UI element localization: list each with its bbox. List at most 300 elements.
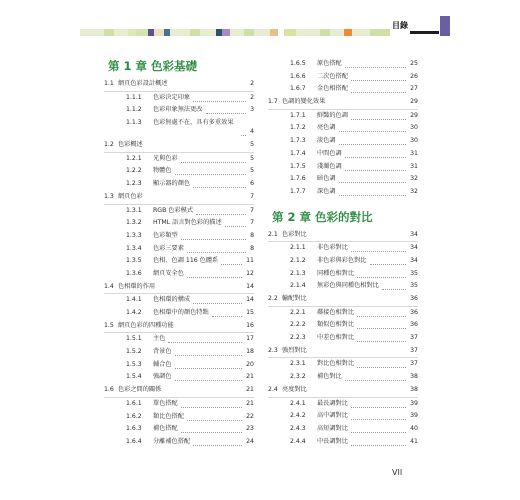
- toc-entry[interactable]: [268, 384, 418, 398]
- dot-leader: [206, 113, 246, 114]
- dot-leader: [193, 187, 246, 188]
- toc-entry[interactable]: [268, 122, 418, 135]
- dot-leader: [187, 277, 242, 278]
- toc-entry-page: 22: [246, 412, 254, 420]
- toc-entry[interactable]: [104, 320, 254, 334]
- toc-column-left: [104, 58, 254, 449]
- stripe-segment: [352, 29, 370, 36]
- toc-entry[interactable]: [268, 398, 418, 411]
- toc-entry[interactable]: [104, 117, 254, 139]
- toc-entry-title: 中長調對比: [317, 437, 348, 445]
- toc-entry[interactable]: [104, 191, 254, 205]
- toc-entry-title: 暗色調: [317, 175, 336, 183]
- toc-entry-number: 1.4: [104, 282, 114, 290]
- toc-entry-title: 輔合色: [153, 360, 172, 368]
- section-label: 目錄: [392, 21, 408, 30]
- toc-entry-title: 網頁色彩設計概述: [118, 80, 168, 87]
- toc-entry[interactable]: [268, 371, 418, 384]
- toc-entry[interactable]: [268, 148, 418, 161]
- toc-entry-page: 23: [246, 425, 254, 433]
- toc-entry-number: 1.7.7: [290, 187, 306, 195]
- toc-list: [104, 78, 254, 449]
- toc-entry[interactable]: [104, 346, 254, 359]
- dot-leader: [357, 316, 406, 317]
- toc-entry-title: 輸配對比: [282, 295, 307, 302]
- toc-entry-page: 36: [410, 295, 418, 302]
- toc-entry[interactable]: [268, 96, 418, 110]
- dot-leader: [168, 342, 242, 343]
- header-bar: [0, 0, 520, 36]
- toc-entry-page: 34: [410, 230, 418, 238]
- toc-entry[interactable]: [104, 139, 254, 153]
- toc-entry[interactable]: [268, 410, 418, 423]
- dot-leader: [351, 80, 406, 81]
- toc-entry-page: 30: [410, 137, 418, 145]
- dot-leader: [339, 144, 406, 145]
- toc-entry[interactable]: [104, 243, 254, 256]
- toc-entry-title: 主色: [153, 335, 166, 343]
- stripe-segment: [170, 29, 190, 36]
- toc-entry-page: 2: [250, 93, 254, 101]
- toc-entry[interactable]: [268, 242, 418, 255]
- toc-entry[interactable]: [104, 217, 254, 230]
- toc-entry-title: 網頁色彩的四種功能: [118, 321, 174, 329]
- stripe-segment: [230, 29, 244, 36]
- dot-leader: [357, 341, 406, 342]
- stripe-segment: [222, 29, 230, 36]
- toc-entry-page: 21: [246, 399, 254, 407]
- stripe-segment: [114, 29, 128, 36]
- toc-entry-title: 無彩色與同種色相對比: [317, 282, 379, 290]
- toc-entry-number: 1.7.2: [290, 124, 306, 132]
- toc-entry-page: 36: [410, 321, 418, 329]
- toc-entry-page: 29: [410, 111, 418, 119]
- toc-entry-title: 中差色相對比: [317, 334, 355, 342]
- dot-leader: [351, 119, 406, 120]
- toc-entry-number: 1.1.1: [126, 93, 142, 101]
- toc-entry-title: 色調的變化效果: [282, 98, 326, 106]
- toc-entry-number: 2.4.3: [290, 424, 306, 432]
- toc-entry-page: 14: [246, 296, 254, 304]
- dot-leader: [175, 368, 242, 369]
- dot-leader: [193, 101, 246, 102]
- stripe-segment: [154, 29, 164, 36]
- toc-entry[interactable]: [104, 371, 254, 384]
- toc-entry[interactable]: [104, 153, 254, 166]
- stripe-segment: [254, 29, 270, 36]
- dot-leader: [357, 367, 406, 368]
- dot-leader: [181, 432, 242, 433]
- toc-entry-title: 色相、色調 116 色體系: [153, 257, 219, 265]
- toc-entry[interactable]: [104, 294, 254, 307]
- dot-leader: [221, 264, 242, 265]
- toc-entry-number: 1.6.2: [126, 412, 142, 420]
- toc-entry[interactable]: [268, 268, 418, 281]
- toc-entry-title: 同種色相對比: [317, 269, 355, 277]
- toc-entry-number: 1.6.5: [290, 60, 306, 67]
- toc-entry-title: 亮度對比: [282, 385, 307, 393]
- toc-entry-title: 色彩類型: [153, 231, 178, 239]
- toc-entry-number: 1.2: [104, 141, 114, 149]
- toc-entry-page: 38: [410, 385, 418, 393]
- dot-leader: [345, 380, 406, 381]
- toc-entry[interactable]: [268, 186, 418, 199]
- toc-entry-title: 色彩無處不在，具有多重效果: [153, 119, 234, 127]
- toc-entry-page: 21: [246, 373, 254, 381]
- toc-entry[interactable]: [104, 268, 254, 281]
- toc-entry-number: 2.4.2: [290, 412, 306, 420]
- toc-entry-page: 16: [246, 321, 254, 329]
- toc-entry[interactable]: [268, 173, 418, 186]
- toc-entry-page: 2: [250, 80, 254, 87]
- toc-entry[interactable]: [268, 319, 418, 332]
- stripe-segment: [190, 29, 200, 36]
- toc-entry[interactable]: [104, 78, 254, 92]
- toc-entry-number: 2.1.1: [290, 244, 306, 252]
- dot-leader: [181, 239, 246, 240]
- toc-entry[interactable]: [104, 230, 254, 243]
- toc-entry[interactable]: [104, 178, 254, 191]
- toc-entry[interactable]: [104, 398, 254, 411]
- toc-entry-number: 1.1.2: [126, 106, 142, 114]
- toc-entry-page: 41: [410, 437, 418, 445]
- toc-entry-number: 1.3.2: [126, 219, 142, 227]
- toc-entry-number: 1.1: [104, 80, 114, 87]
- toc-entry-page: 5: [250, 141, 254, 149]
- toc-entry-number: 2.1.2: [290, 256, 306, 264]
- toc-entry-page: 6: [250, 180, 254, 188]
- toc-entry-page: 32: [410, 187, 418, 195]
- toc-entry-title: RGB 色彩模式: [153, 206, 194, 214]
- toc-entry-number: 2.3.2: [290, 373, 306, 381]
- toc-entry-number: 1.7.4: [290, 149, 306, 157]
- toc-entry[interactable]: [268, 436, 418, 449]
- toc-entry-number: 1.3.5: [126, 257, 142, 265]
- toc-entry[interactable]: [268, 58, 418, 71]
- toc-entry-title: 亮色調: [317, 124, 336, 132]
- toc-entry-title: 顯示器的顏色: [153, 180, 191, 188]
- toc-entry-title: 網頁安全色: [153, 269, 184, 277]
- toc-entry-number: 1.7.5: [290, 162, 306, 170]
- toc-entry-title: 色相環的作用: [118, 282, 156, 290]
- dot-leader: [212, 316, 242, 317]
- toc-entry-title: 色彩印象無法更改: [153, 106, 203, 114]
- dot-leader: [181, 162, 246, 163]
- toc-entry[interactable]: [104, 423, 254, 436]
- toc-entry[interactable]: [268, 229, 418, 243]
- toc-entry[interactable]: [268, 332, 418, 345]
- stripe-segment: [200, 29, 216, 36]
- dot-leader: [196, 214, 246, 215]
- toc-entry-number: 1.2.1: [126, 154, 142, 162]
- toc-entry-page: 31: [410, 149, 418, 157]
- toc-entry-number: 2.1.4: [290, 282, 306, 290]
- toc-entry-number: 2.4: [268, 385, 278, 393]
- toc-entry-number: 1.5.4: [126, 373, 142, 381]
- toc-entry-page: 30: [410, 124, 418, 132]
- color-stripe: [80, 29, 410, 36]
- toc-entry-number: 2.1.3: [290, 269, 306, 277]
- toc-entry-title: 強調色: [153, 373, 172, 381]
- dot-leader: [382, 289, 406, 290]
- dot-leader: [241, 135, 246, 136]
- toc-entry-title: 對比色相對比: [317, 360, 355, 368]
- stripe-segment: [370, 29, 390, 36]
- toc-entry-title: 二次色搭配: [317, 72, 348, 80]
- stripe-segment: [344, 29, 352, 36]
- toc-entry-page: 38: [410, 373, 418, 381]
- toc-entry[interactable]: [104, 411, 254, 424]
- toc-entry-page: 7: [250, 206, 254, 214]
- toc-entry-number: 1.7.3: [290, 137, 306, 145]
- toc-entry-page: 40: [410, 424, 418, 432]
- toc-entry[interactable]: [268, 345, 418, 359]
- toc-entry[interactable]: [104, 436, 254, 449]
- toc-entry-number: 1.7.1: [290, 111, 306, 119]
- corner-tab: [440, 16, 450, 36]
- dot-leader: [193, 303, 242, 304]
- toc-entry-number: 1.5.3: [126, 360, 142, 368]
- toc-entry-title: 網頁色彩: [118, 192, 143, 200]
- dot-leader: [225, 226, 246, 227]
- chapter-heading: 第 1 章 色彩基礎: [108, 59, 198, 73]
- dot-leader: [357, 328, 406, 329]
- stripe-segment: [136, 29, 148, 36]
- dot-leader: [345, 67, 406, 68]
- toc-entry-title: 淡色調: [317, 137, 336, 145]
- toc-entry-page: 7: [250, 192, 254, 200]
- toc-entry-title: HTML 語言對色彩的描述: [153, 219, 222, 227]
- dot-leader: [351, 432, 406, 433]
- toc-entry[interactable]: [268, 135, 418, 148]
- toc-entry-page: 21: [246, 386, 254, 394]
- toc-entry[interactable]: [104, 205, 254, 218]
- toc-entry-number: 1.6: [104, 386, 114, 394]
- toc-entry-title: 淺濁色調: [317, 162, 342, 170]
- dot-leader: [187, 252, 246, 253]
- toc-entry[interactable]: [268, 83, 418, 96]
- toc-entry-title: 類比色搭配: [153, 412, 184, 420]
- stripe-segment: [128, 29, 136, 36]
- header-rule: [410, 31, 439, 34]
- toc-entry-number: 2.1: [268, 230, 278, 238]
- toc-entry[interactable]: [268, 358, 418, 371]
- toc-entry-page: 17: [246, 335, 254, 343]
- toc-entry[interactable]: [268, 161, 418, 174]
- toc-entry-number: 2.2.3: [290, 334, 306, 342]
- stripe-segment: [296, 29, 320, 36]
- toc-entry-title: 色彩三要素: [153, 244, 184, 252]
- dot-leader: [187, 420, 242, 421]
- toc-list: [268, 229, 418, 449]
- toc-entry-title: 補色搭配: [153, 425, 178, 433]
- toc-entry-title: 類似色相對比: [317, 321, 355, 329]
- toc-entry-page: 39: [410, 399, 418, 407]
- toc-entry[interactable]: [104, 384, 254, 398]
- toc-entry-page: 24: [246, 437, 254, 445]
- toc-entry-number: 1.4.2: [126, 309, 142, 316]
- toc-entry-page: 20: [246, 360, 254, 368]
- dot-leader: [351, 407, 406, 408]
- toc-entry-page: 8: [250, 244, 254, 252]
- toc-entry-title: 深色調: [317, 187, 336, 195]
- toc-entry[interactable]: [104, 104, 254, 117]
- toc-entry-title: 非色彩對比: [317, 244, 348, 252]
- toc-entry[interactable]: [268, 307, 418, 320]
- toc-entry[interactable]: [268, 110, 418, 123]
- toc-entry-title: 強烈對比: [282, 346, 307, 354]
- toc-entry-number: 2.4.4: [290, 437, 306, 445]
- toc-entry-page: 7: [250, 219, 254, 227]
- toc-entry-page: 26: [410, 72, 418, 80]
- chapter-heading: 第 2 章 色彩的對比: [272, 209, 373, 224]
- toc-entry-number: 1.6.6: [290, 72, 306, 80]
- toc-entry-number: 1.3: [104, 192, 114, 200]
- toc-entry-page: 32: [410, 175, 418, 183]
- toc-entry-number: 1.6.1: [126, 399, 142, 407]
- toc-entry[interactable]: [104, 307, 254, 320]
- toc-entry-number: 1.4.1: [126, 296, 142, 304]
- dot-leader: [351, 445, 406, 446]
- toc-entry-page: 11: [246, 257, 254, 265]
- dot-leader: [339, 182, 406, 183]
- dot-leader: [175, 380, 242, 381]
- toc-entry-number: 1.6.7: [290, 85, 306, 93]
- toc-entry-title: 光與色彩: [153, 154, 178, 162]
- stripe-segment: [244, 29, 254, 36]
- toc-entry-page: 14: [246, 282, 254, 290]
- toc-entry-page: 12: [246, 269, 254, 277]
- toc-entry-number: 2.2: [268, 295, 278, 302]
- dot-leader: [339, 131, 406, 132]
- toc-entry-number: 1.7.6: [290, 175, 306, 183]
- toc-entry[interactable]: [268, 71, 418, 84]
- toc-entry-page: 37: [410, 334, 418, 342]
- toc-entry-title: 補色對比: [317, 373, 342, 381]
- toc-entry[interactable]: [104, 281, 254, 295]
- toc-entry-number: 1.1.3: [126, 119, 142, 127]
- toc-entry-title: 最長調對比: [317, 399, 348, 407]
- dot-leader: [357, 277, 406, 278]
- dot-leader: [175, 355, 242, 356]
- toc-entry-title: 色彩之間的關係: [118, 386, 162, 394]
- toc-entry-title: 金色相搭配: [317, 85, 348, 93]
- toc-entry-title: 色彩決定印象: [153, 93, 191, 101]
- toc-entry-title: 色相環中的顏色特點: [153, 309, 209, 316]
- toc-entry-page: 8: [250, 231, 254, 239]
- toc-entry[interactable]: [104, 165, 254, 178]
- toc-entry-number: 2.2.1: [290, 308, 306, 316]
- dot-leader: [351, 419, 406, 420]
- toc-entry-number: 1.6.3: [126, 425, 142, 433]
- toc-entry-number: 1.6.4: [126, 437, 142, 445]
- toc-entry-page: 34: [410, 256, 418, 264]
- toc-entry[interactable]: [104, 255, 254, 268]
- dot-leader: [351, 251, 406, 252]
- toc-entry-number: 2.3: [268, 346, 278, 354]
- toc-entry-page: 34: [410, 244, 418, 252]
- dot-leader: [175, 174, 246, 175]
- toc-entry-page: 31: [410, 162, 418, 170]
- toc-entry-number: 2.2.2: [290, 321, 306, 329]
- dot-leader: [339, 195, 406, 196]
- dot-leader: [370, 264, 406, 265]
- toc-entry-page: 35: [410, 282, 418, 290]
- toc-entry[interactable]: [104, 359, 254, 372]
- toc-list: [268, 58, 418, 199]
- stripe-segment: [320, 29, 330, 36]
- toc-entry[interactable]: [268, 423, 418, 436]
- toc-entry-number: 1.3.3: [126, 231, 142, 239]
- toc-entry-number: 1.7: [268, 98, 278, 106]
- toc-entry-page: 5: [250, 154, 254, 162]
- toc-entry-title: 中間色調: [317, 149, 342, 157]
- toc-entry-number: 1.2.3: [126, 180, 142, 188]
- toc-entry-page: 25: [410, 60, 418, 67]
- toc-entry[interactable]: [268, 255, 418, 268]
- toc-entry[interactable]: [104, 333, 254, 346]
- toc-entry-page: 27: [410, 85, 418, 93]
- toc-entry-number: 1.3.6: [126, 269, 142, 277]
- dot-leader: [345, 170, 406, 171]
- toc-entry-number: 1.5: [104, 321, 114, 329]
- toc-column-right: [268, 58, 418, 448]
- toc-entry-number: 1.5.1: [126, 335, 142, 343]
- toc-entry-page: 39: [410, 412, 418, 420]
- toc-entry-number: 1.3.4: [126, 244, 142, 252]
- toc-entry-page: 37: [410, 360, 418, 368]
- toc-entry-page: 15: [246, 309, 254, 316]
- stripe-segment: [270, 29, 278, 36]
- toc-entry-title: 鄰接色相對比: [317, 308, 355, 316]
- toc-entry-page: 36: [410, 308, 418, 316]
- page-number: VII: [392, 468, 403, 477]
- dot-leader: [345, 157, 406, 158]
- toc-entry-title: 高中調對比: [317, 412, 348, 420]
- stripe-segment: [330, 29, 344, 36]
- toc-entry[interactable]: [104, 92, 254, 105]
- toc-entry[interactable]: [268, 293, 418, 307]
- toc-entry[interactable]: [268, 280, 418, 293]
- toc-entry-page: 5: [250, 167, 254, 175]
- toc-entry-number: 1.5.2: [126, 348, 142, 356]
- stripe-segment: [284, 29, 296, 36]
- toc-entry-page: 4: [250, 128, 254, 136]
- toc-entry-title: 色彩概述: [118, 141, 143, 149]
- dot-leader: [181, 407, 242, 408]
- dot-leader: [193, 445, 242, 446]
- toc-entry-page: 3: [250, 106, 254, 114]
- toc-entry-page: 35: [410, 269, 418, 277]
- toc-entry-number: 2.3.1: [290, 360, 306, 368]
- toc-entry-number: 2.4.1: [290, 399, 306, 407]
- toc-entry-number: 1.2.2: [126, 167, 142, 175]
- toc-entry-page: 18: [246, 348, 254, 356]
- toc-entry-title: 分離補色搭配: [153, 437, 191, 445]
- toc-entry-page: 37: [410, 346, 418, 354]
- toc-entry-page: 29: [410, 98, 418, 106]
- stripe-segment: [80, 29, 104, 36]
- stripe-segment: [104, 29, 114, 36]
- toc-entry-title: 背景色: [153, 348, 172, 356]
- toc-entry-title: 單色搭配: [153, 399, 178, 407]
- toc-entry-title: 物體色: [153, 167, 172, 175]
- toc-entry-title: 色相環的構成: [153, 296, 191, 304]
- toc-entry-title: 高短調對比: [317, 424, 348, 432]
- toc-entry-title: 色彩對比: [282, 230, 307, 238]
- toc-entry-title: 非色彩與彩色對比: [317, 256, 367, 264]
- toc-entry-number: 1.3.1: [126, 206, 142, 214]
